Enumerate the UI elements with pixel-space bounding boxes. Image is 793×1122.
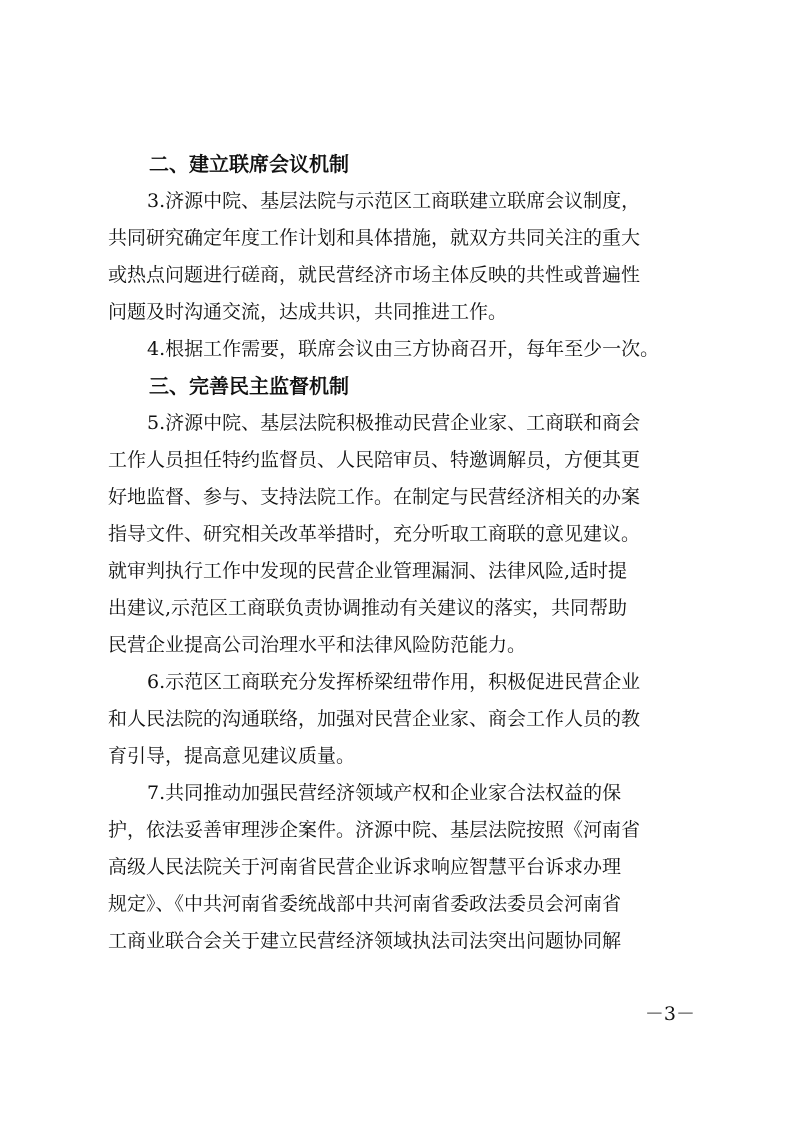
text-line: 工商业联合会关于建立民营经济领域执法司法突出问题协同解 <box>108 930 622 952</box>
text-line: 5.济源中院、基层法院积极推动民营企业家、工商联和商会 <box>147 412 641 434</box>
text-line: 育引导，提高意见建议质量。 <box>108 745 356 767</box>
text-line: 指导文件、研究相关改革举措时，充分听取工商联的意见建议。 <box>108 523 641 545</box>
page-number: －3－ <box>644 1003 695 1025</box>
text-line: 规定》、《中共河南省委统战部中共河南省委政法委员会河南省 <box>108 893 622 915</box>
text-line: 共同研究确定年度工作计划和具体措施，就双方共同关注的重大 <box>108 227 641 249</box>
paragraph-4 <box>108 331 698 368</box>
text-line: 出建议,示范区工商联负责协调推动有关建议的落实，共同帮助 <box>108 597 628 619</box>
text-line: 6.示范区工商联充分发挥桥梁纽带作用，积极促进民营企业 <box>147 671 641 693</box>
paragraph-3 <box>108 183 698 331</box>
text-line: 或热点问题进行磋商，就民营经济市场主体反映的共性或普遍性 <box>108 264 641 286</box>
text-line: 4.根据工作需要，联席会议由三方协商召开，每年至少一次。 <box>147 338 660 360</box>
text-line: 7.共同推动加强民营经济领域产权和企业家合法权益的保 <box>147 782 622 804</box>
text-line: 和人民法院的沟通联络，加强对民营企业家、商会工作人员的教 <box>108 708 641 730</box>
text-line: 工作人员担任特约监督员、人民陪审员、特邀调解员，方便其更 <box>108 449 641 471</box>
text-line: 民营企业提高公司治理水平和法律风险防范能力。 <box>108 634 527 656</box>
text-line: 3.济源中院、基层法院与示范区工商联建立联席会议制度， <box>147 190 641 212</box>
text-line: 高级人民法院关于河南省民营企业诉求响应智慧平台诉求办理 <box>108 856 622 878</box>
text-line: 好地监督、参与、支持法院工作。在制定与民营经济相关的办案 <box>108 486 641 508</box>
document-body <box>108 146 698 960</box>
text-line: 问题及时沟通交流，达成共识，共同推进工作。 <box>108 301 508 323</box>
paragraph-6 <box>108 664 698 775</box>
heading-section-2: 二、建立联席会议机制 <box>149 152 349 176</box>
paragraph-5 <box>108 405 698 664</box>
heading-section-3: 三、完善民主监督机制 <box>149 374 349 398</box>
paragraph-7 <box>108 775 698 960</box>
text-line: 就审判执行工作中发现的民营企业管理漏洞、法律风险,适时提 <box>108 560 628 582</box>
text-line: 护，依法妥善审理涉企案件。济源中院、基层法院按照《河南省 <box>108 819 641 841</box>
